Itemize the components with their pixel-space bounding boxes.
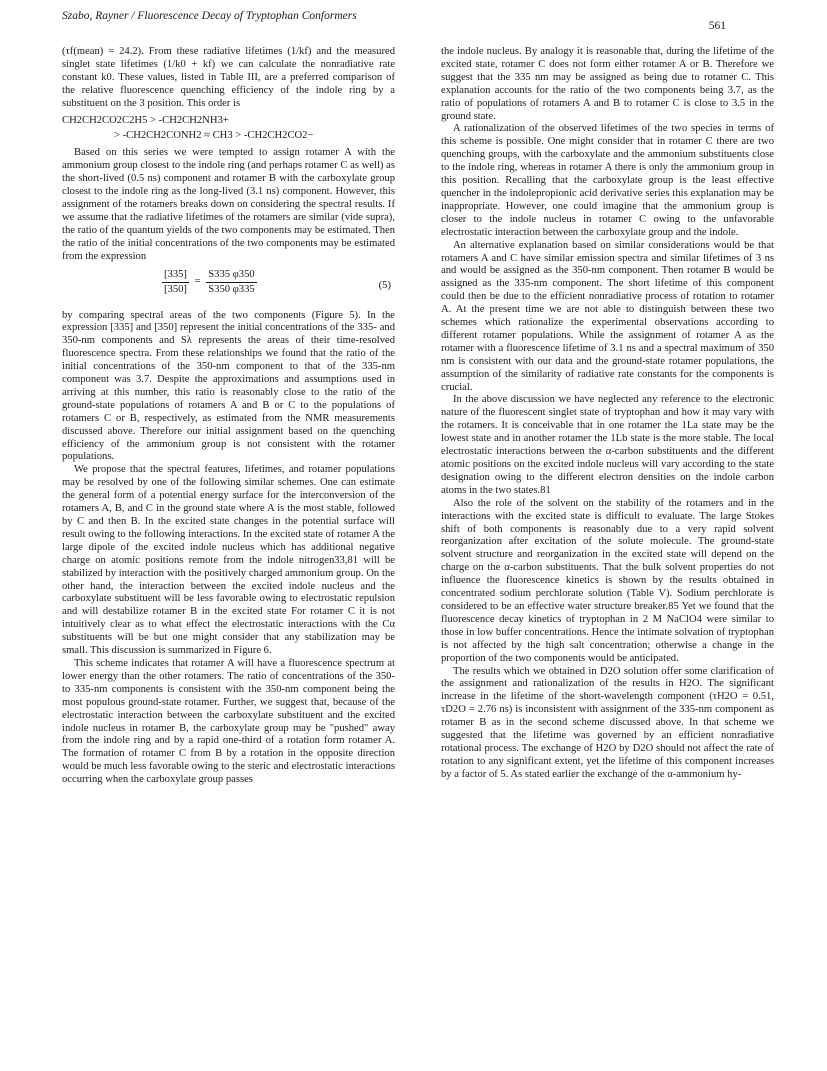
- right-column: [441, 46, 774, 782]
- equation-rhs-numerator: S335 φ350: [206, 269, 256, 284]
- equation-lhs-numerator: [335]: [162, 269, 189, 284]
- equation-lhs-denominator: [350]: [164, 284, 187, 296]
- equation-5: [62, 267, 395, 307]
- paragraph: The results which we obtained in D2O solution offer some clarification of the assignment and rationalization of the results in H2O. The significant increase in the lifetime of the short-wavelength component (τH2O = 0.51, τD2O = 2.76 ns) is inconsistent with assignment of the 335-nm component as rotamer B as in the second scheme discussed above. In that scheme we suggested that the lifetime was governed by an efficient nonradiative rotational process. The exchange of H2O by D2O should not affect the rate of rotation to any significant extent, yet the lifetime of this component increases by a factor of 5. As stated earlier the exchange of the α-ammonium hy-: [441, 665, 774, 780]
- equals-sign: =: [194, 276, 201, 288]
- running-head: [62, 10, 776, 32]
- equation-rhs-denominator: S350 φ335: [208, 284, 255, 296]
- running-title: Szabo, Rayner / Fluorescence Decay of Tryptophan Conformers: [62, 10, 357, 22]
- quenching-order-line-1: CH2CH2CO2C2H5 > -CH2CH2NH3+: [62, 114, 229, 126]
- paragraph: In the above discussion we have neglected any reference to the electronic nature of the fluorescent singlet state of tryptophan and how it may vary with the rotamers. It is conceivable that in one rotamer the 1La state may be the lowest state and in another rotamer the 1Lb state is the more stable. The local electrostatic interactions between the α-carbon substituents and the different atomic positions on the excited indole nucleus will vary according to the state designation owing to the different electron densities on the indole carbon atoms in the two states.81: [441, 394, 774, 496]
- equation-lhs-fraction: [162, 269, 189, 298]
- paragraph: the indole nucleus. By analogy it is reasonable that, during the lifetime of the excited state, rotamer C does not form either rotamer A or B. Therefore we suggest that the 335 nm may be assigned as being due to rotamer C. This explanation accounts for the ratio of the two components being 3.7, as the ratio of populations of rotamers A and B to rotamer C is close to 3.5 in the ground state.: [441, 46, 774, 122]
- paragraph: A rationalization of the observed lifetimes of the two species in terms of this scheme is possible. One might consider that in rotamer C there are two quenching groups, with the carboxylate and the ammonium substituents close to the indole ring, whereas in rotamer A there is only the ammonium group in this position. Recalling that the carboxylate group is the least effective quencher in the indolepropionic acid derivative series this explanation may be inappropriate. However, one could imagine that the ammonium group is closer to the indole nucleus in rotamer C owing to the unfavorable electrostatic interaction between the carboxylate group and the indole.: [441, 123, 774, 238]
- page-number: 561: [708, 20, 726, 32]
- paragraph: Based on this series we were tempted to assign rotamer A with the ammonium group closest to the indole ring (and perhaps rotamer C as well) as the short-lived (0.5 ns) component and rotamer B with the carboxylate group closest to the indole ring as the long-lived (3.1 ns) component. However, this assignment of the rotamers breaks down on considering the spectral results. If we assume that the radiative lifetimes of the rotamers are similar (vide supra), the ratio of the quantum yields of the two components may be estimated. Then the ratio of the initial concentrations of the two components may be estimated from the expression: [62, 147, 395, 262]
- paragraph: Also the role of the solvent on the stability of the rotamers and in the interactions with the excited state is difficult to evaluate. The large Stokes shift of both components is reasonably due to a very rapid solvent reorganization after excitation of the solute molecule. The ground-state solvent structure and reorganization in the excited state will depend on the charge on the α-carbon substituents. That the bulk solvent properties do not influence the fluorescence kinetics is shown by the results obtained in concentrated sodium perchlorate solution (Table V). Sodium perchlorate is considered to be an effective water structure breaker.85 Yet we found that the fluorescence decay kinetics of tryptophan in 2 M NaClO4 were similar to those in low buffer concentrations. Hence the intimate solvation of tryptophan is not affected by the high salt concentration; otherwise a change in the proportion of the two components would be anticipated.: [441, 497, 774, 664]
- paragraph: (τf(mean) = 24.2). From these radiative lifetimes (1/kf) and the measured singlet state lifetimes (1/k0 + kf) we can calculate the nonradiative rate constant k0. These values, listed in Table III, are a preferred comparison of the relative fluorescence quenching efficiency of the indole ring by a substituent on the 3 position. This order is: [62, 46, 395, 109]
- paragraph: This scheme indicates that rotamer A will have a fluorescence spectrum at lower energy than the other rotamers. The ratio of concentrations of the 350- to 335-nm components is consistent with the 350-nm component being the most populous ground-state rotamer. Further, we suggest that, because of the electrostatic interaction between the carboxylate substituent and the excited indole nucleus in rotamer B, the carboxylate group may be "pushed" away from the indole ring and by a rapid one-third of a rotation form rotamer A. The formation of rotamer C from B by a rotation in the opposite direction would be much less favorable owing to the steric and electrostatic interactions occurring when the carboxylate group passes: [62, 657, 395, 786]
- paragraph: We propose that the spectral features, lifetimes, and rotamer populations may be resolved by one of the following similar schemes. One can estimate the general form of a potential energy surface for the interconversion of the rotamers A, B, and C in the ground state where A is the most stable, followed by C and then B. In the excited state changes in the potential surface will result owing to the following interactions. In the excited state of rotamer A the large dipole of the excited indole nucleus which has additional negative charge on atomic positions remote from the indole nitrogen33,81 will be stabilized by interaction with the positively charged ammonium group. On the other hand, the interaction between the excited indole nucleus and the carboxylate substituent will be less favorable owing to electrostatic repulsion and will destabilize rotamer B in the excited state For rotamer C it is not intuitively clear as to what effect the electrostatic interactions with the Cα substituents will be but one might consider that any stabilization may be small. This discussion is summarized in Figure 6.: [62, 464, 395, 657]
- equation-rhs-fraction: [206, 269, 256, 298]
- equation-number: (5): [378, 279, 391, 291]
- quenching-order-line-2: > -CH2CH2CONH2 ≈ CH3 > -CH2CH2CO2−: [114, 130, 314, 142]
- paragraph: by comparing spectral areas of the two components (Figure 5). In the expression [335] and [350] represent the initial concentrations of the 335- and 350-nm components and Sλ represents the areas of their time-resolved fluorescence spectra. From these relationships we found that the ratio of the initial concentrations of the 350-nm component to that of the 335-nm component was 3.7. Despite the approximations and assumptions used in arriving at this number, this ratio is reasonably close to the ratio of the ground-state populations of rotamers A and B or C to the populations of rotamers C or B, respectively, as estimated from the NMR measurements discussed above. Therefore our initial assignment based on the quenching efficiency of the ammonium group is not consistent with the rotamer populations.: [62, 309, 395, 463]
- left-column: [62, 46, 395, 787]
- paragraph: An alternative explanation based on similar considerations would be that rotamers A and C have similar emission spectra and similar lifetimes of 3 ns and would be assigned as the 350-nm component. Then rotamer B would be assigned as the 335-nm component. The short lifetime of this component could then be due to the efficient nonradiative process of rotation to rotamer A. At the present time we are not able to distinguish between these two schemes which rationalize the experimental observations according to different rotamer populations. While the assignment of rotamer A as the rotamer with a fluorescence lifetime of 3.1 ns and a spectral maximum of 350 nm is consistent with our data and the ground-state rotamer populations, the assumption of the similarity of radiative rate constants for the components is crucial.: [441, 239, 774, 393]
